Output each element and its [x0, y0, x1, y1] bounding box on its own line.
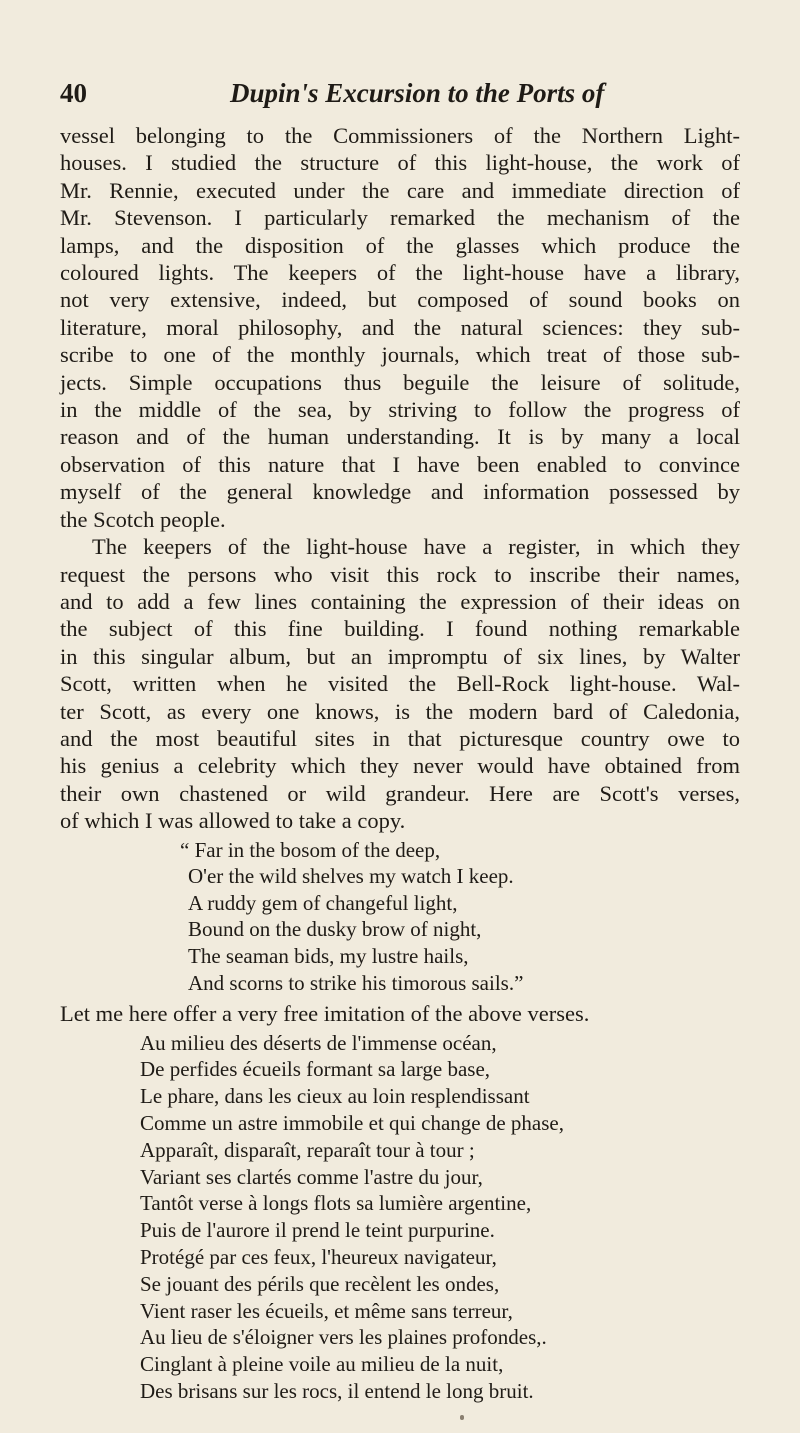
page-header — [60, 78, 740, 118]
text-line: houses. I studied the structure of this light-house, the work of — [60, 150, 740, 176]
imitation-intro: Let me here offer a very free imitation of the above verses. — [60, 1001, 590, 1027]
text-line: reason and of the human understanding. It is by many a local — [60, 424, 740, 450]
text-line: and the most beautiful sites in that picturesque country owe to — [60, 725, 740, 751]
verse-line: Protégé par ces feux, l'heureux navigateur, — [140, 1244, 497, 1269]
verse-line: Vient raser les écueils, et même sans terreur, — [140, 1298, 513, 1323]
text-line: scribe to one of the monthly journals, which treat of those sub- — [60, 342, 740, 368]
verse-line: And scorns to strike his timorous sails.” — [188, 970, 524, 995]
paragraph — [60, 122, 740, 533]
verse-line: Le phare, dans les cieux au loin resplendissant — [140, 1084, 530, 1109]
verse-line: Tantôt verse à longs flots sa lumière argentine, — [140, 1191, 532, 1216]
verse-line: Variant ses clartés comme l'astre du jour, — [140, 1164, 483, 1189]
body-text — [60, 122, 740, 1405]
prose-paragraphs — [60, 122, 740, 835]
text-line: their own chastened or wild grandeur. Here are Scott's verses, — [60, 780, 740, 806]
text-line: Mr. Stevenson. I particularly remarked the mechanism of the — [60, 205, 740, 231]
text-line: request the persons who visit this rock to inscribe their names, — [60, 561, 740, 587]
verse-line: Bound on the dusky brow of night, — [188, 917, 482, 942]
page-number: 40 — [60, 78, 87, 108]
ink-speck — [460, 1415, 464, 1420]
text-line: not very extensive, indeed, but composed of sound books on — [60, 287, 740, 313]
text-line: coloured lights. The keepers of the light-house have a library, — [60, 260, 740, 286]
text-line: of which I was allowed to take a copy. — [60, 808, 406, 834]
scott-verses — [180, 837, 740, 997]
verse-line: Comme un astre immobile et qui change de phase, — [140, 1110, 564, 1135]
verse-line: “ Far in the bosom of the deep, — [180, 837, 441, 862]
verse-line: Des brisans sur les rocs, il entend le long bruit. — [140, 1378, 534, 1403]
verse-line: A ruddy gem of changeful light, — [188, 890, 458, 915]
paragraph — [60, 533, 740, 834]
verse-line: Cinglant à pleine voile au milieu de la nuit, — [140, 1352, 504, 1377]
text-line: Mr. Rennie, executed under the care and immediate direction of — [60, 177, 740, 203]
text-line: the subject of this fine building. I found nothing remarkable — [60, 616, 740, 642]
text-line: lamps, and the disposition of the glasses which produce the — [60, 232, 740, 258]
running-title: Dupin's Excursion to the Ports of — [230, 78, 605, 108]
verse-line: The seaman bids, my lustre hails, — [188, 943, 469, 968]
verse-line: Au milieu des déserts de l'immense océan, — [140, 1030, 497, 1055]
french-imitation-verses — [140, 1030, 740, 1405]
verse-line: Au lieu de s'éloigner vers les plaines profondes,. — [140, 1325, 547, 1350]
verse-line: Apparaît, disparaît, reparaît tour à tour ; — [140, 1137, 475, 1162]
text-line: The keepers of the light-house have a register, in which they — [92, 534, 740, 560]
text-line: and to add a few lines containing the expression of their ideas on — [60, 588, 740, 614]
text-line: in this singular album, but an impromptu of six lines, by Walter — [60, 643, 740, 669]
text-line: Scott, written when he visited the Bell-Rock light-house. Wal- — [60, 671, 740, 697]
text-line: ter Scott, as every one knows, is the modern bard of Caledonia, — [60, 698, 740, 724]
verse-line: Se jouant des périls que recèlent les ondes, — [140, 1271, 500, 1296]
text-line: jects. Simple occupations thus beguile the leisure of solitude, — [60, 369, 740, 395]
text-line: in the middle of the sea, by striving to follow the progress of — [60, 397, 740, 423]
text-line: observation of this nature that I have been enabled to convince — [60, 451, 740, 477]
verse-line: O'er the wild shelves my watch I keep. — [188, 864, 514, 889]
text-line: myself of the general knowledge and information possessed by — [60, 479, 740, 505]
verse-line: De perfides écueils formant sa large base, — [140, 1057, 491, 1082]
text-line: literature, moral philosophy, and the natural sciences: they sub- — [60, 314, 740, 340]
text-line: the Scotch people. — [60, 506, 226, 532]
verse-line: Puis de l'aurore il prend le teint purpurine. — [140, 1218, 495, 1243]
text-line: vessel belonging to the Commissioners of the Northern Light- — [60, 123, 740, 148]
text-line: his genius a celebrity which they never would have obtained from — [60, 753, 740, 779]
